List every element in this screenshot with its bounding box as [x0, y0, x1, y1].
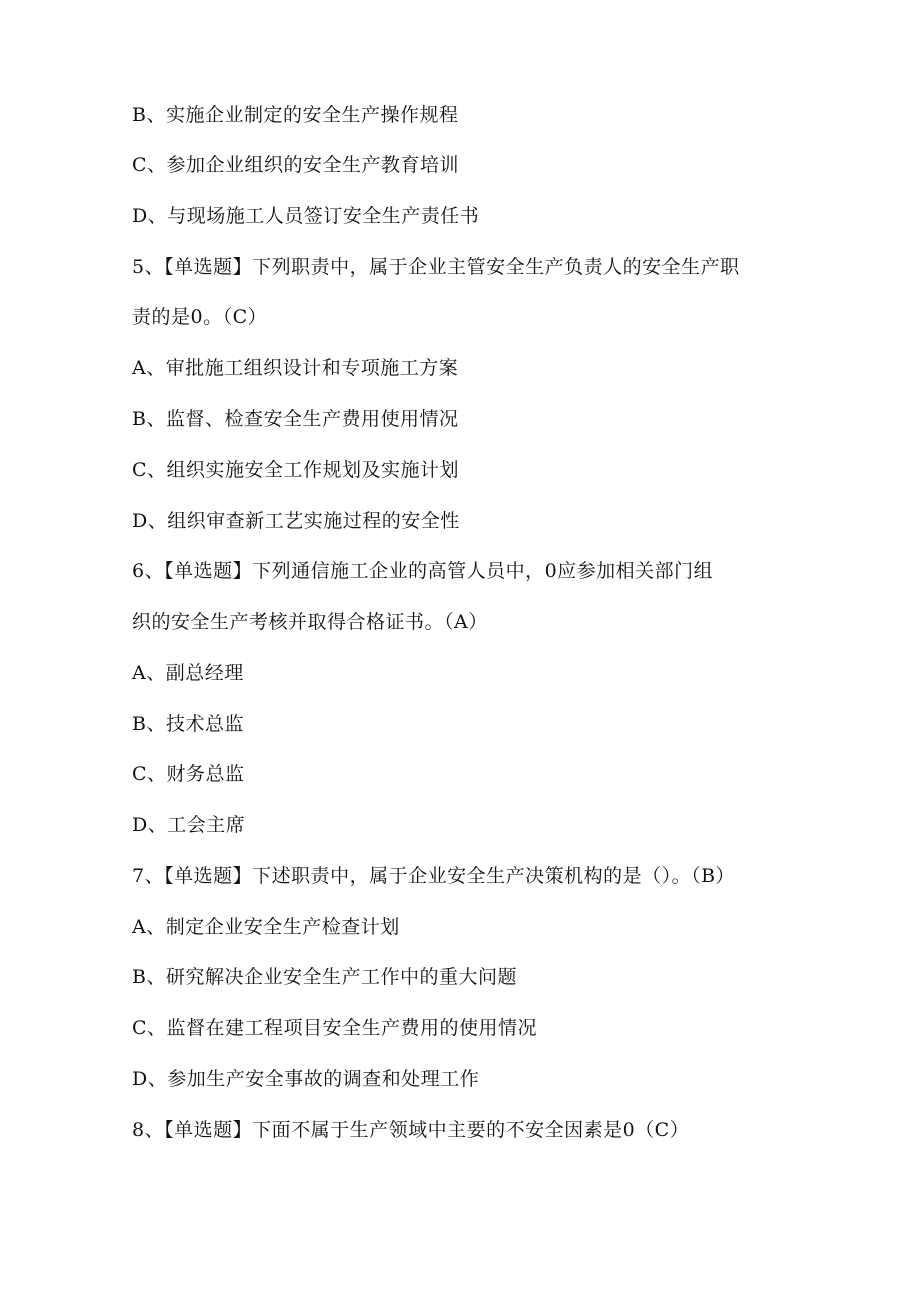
question-7-option-a: A、制定企业安全生产检查计划 — [132, 916, 400, 938]
question-7-option-c: C、监督在建工程项目安全生产费用的使用情况 — [132, 1017, 538, 1039]
question-5-line-2: 责的是0。（C） — [132, 306, 268, 328]
question-8-line-1: 8、【单选题】下面不属于生产领域中主要的不安全因素是0（C） — [132, 1119, 690, 1141]
question-6-line-2: 织的安全生产考核并取得合格证书。（A） — [132, 611, 488, 633]
question-6-option-b: B、技术总监 — [132, 713, 244, 735]
question-5-option-c: C、组织实施安全工作规划及实施计划 — [132, 459, 460, 481]
question-5-option-b: B、监督、检查安全生产费用使用情况 — [132, 408, 459, 430]
option-b-line: B、实施企业制定的安全生产操作规程 — [132, 104, 459, 126]
question-7-line-1: 7、【单选题】下述职责中，属于企业安全生产决策机构的是（）。（B） — [132, 865, 736, 887]
question-6-option-c: C、财务总监 — [132, 763, 245, 785]
question-5-option-d: D、组织审查新工艺实施过程的安全性 — [132, 510, 460, 532]
question-5-line-1: 5、【单选题】下列职责中，属于企业主管安全生产负责人的安全生产职 — [132, 256, 740, 278]
option-d-line: D、与现场施工人员签订安全生产责任书 — [132, 205, 480, 227]
question-6-line-1: 6、【单选题】下列通信施工企业的高管人员中，0应参加相关部门组 — [132, 560, 714, 582]
question-7-option-d: D、参加生产安全事故的调查和处理工作 — [132, 1068, 480, 1090]
question-5-option-a: A、审批施工组织设计和专项施工方案 — [132, 357, 459, 379]
option-c-line: C、参加企业组织的安全生产教育培训 — [132, 154, 460, 176]
question-6-option-d: D、工会主席 — [132, 814, 246, 836]
question-6-option-a: A、副总经理 — [132, 662, 244, 684]
question-7-option-b: B、研究解决企业安全生产工作中的重大问题 — [132, 966, 517, 988]
